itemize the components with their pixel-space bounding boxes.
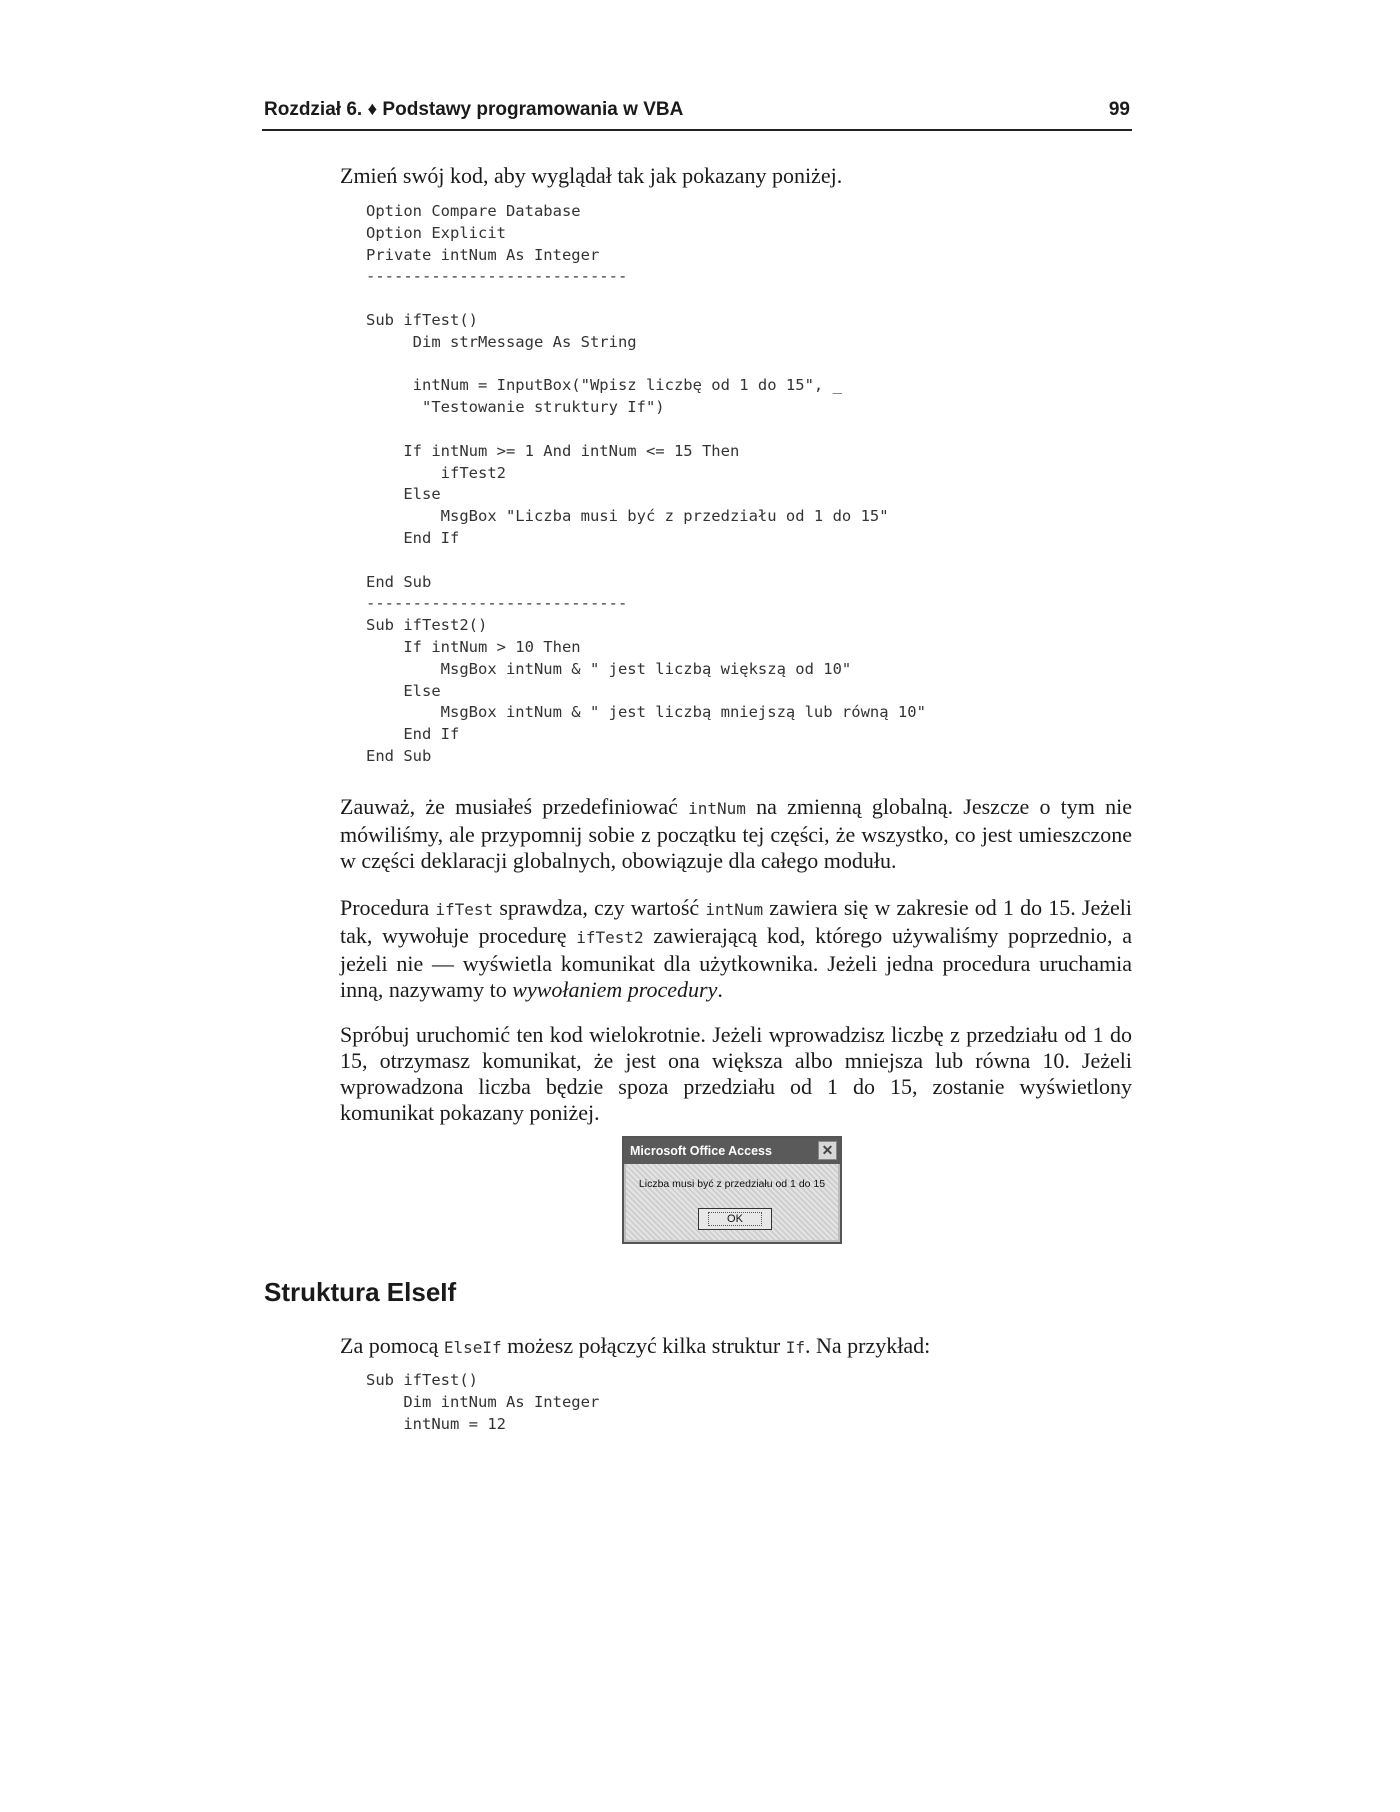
dialog-titlebar bbox=[624, 1138, 840, 1164]
para1-code: intNum bbox=[688, 799, 746, 818]
para4-text-c: . Na przykład: bbox=[805, 1333, 931, 1358]
para1-text-b: na zmienną globalną. Jeszcze o tym nie mówiliśmy, ale przypomnij sobie z początku tej części, że wszystko, co jest umieszczone w części deklaracji globalnych, obowiązuje dla całego modułu. bbox=[340, 794, 1132, 873]
para2-text-b: sprawdza, czy wartość bbox=[493, 895, 706, 920]
paragraph-elseif bbox=[340, 1333, 1132, 1361]
paragraph-run-code bbox=[340, 1022, 1132, 1126]
page-header bbox=[262, 99, 1132, 131]
ok-button-label: OK bbox=[708, 1212, 762, 1226]
dialog-title: Microsoft Office Access bbox=[630, 1144, 772, 1158]
para2-code-iftest2: ifTest2 bbox=[576, 928, 644, 947]
para4-text-b: możesz połączyć kilka struktur bbox=[501, 1333, 786, 1358]
dialog-body bbox=[626, 1164, 838, 1240]
section-title: Struktura ElseIf bbox=[264, 1277, 457, 1307]
ok-button[interactable] bbox=[698, 1208, 772, 1230]
code-listing-2: Sub ifTest() Dim intNum As Integer intNum = 12 bbox=[366, 1371, 600, 1433]
para4-code-elseif: ElseIf bbox=[443, 1338, 502, 1357]
paragraph-global-variable bbox=[340, 794, 1132, 874]
para2-code-iftest: ifTest bbox=[435, 900, 494, 919]
intro-text: Zmień swój kod, aby wyglądał tak jak pokazany poniżej. bbox=[340, 163, 843, 188]
para2-text-d: zawierającą kod, którego używaliśmy poprzednio, a jeżeli nie — wyświetla komunikat dla użytkownika. Jeżeli jedna procedura uruchamia inną, nazywamy to bbox=[340, 923, 1132, 1002]
para2-text-e: . bbox=[717, 977, 723, 1002]
para2-text-c: zawiera się w zakresie od 1 do 15. Jeżeli tak, wywołuje procedurę bbox=[340, 895, 1132, 948]
dialog-message: Liczba musi być z przedziału od 1 do 15 bbox=[638, 1178, 826, 1190]
para4-text-a: Za pomocą bbox=[340, 1333, 444, 1358]
para1-text-a: Zauważ, że musiałeś przedefiniować bbox=[340, 794, 689, 819]
para2-code-intnum: intNum bbox=[705, 900, 764, 919]
para4-code-if: If bbox=[785, 1338, 805, 1357]
intro-paragraph bbox=[340, 163, 1132, 189]
page-number: 99 bbox=[1108, 99, 1130, 120]
close-icon[interactable]: ✕ bbox=[818, 1141, 837, 1160]
running-head: Rozdział 6. ♦ Podstawy programowania w VBA bbox=[264, 99, 684, 120]
para2-text-a: Procedura bbox=[340, 895, 436, 920]
para2-emphasis: wywołaniem procedury bbox=[512, 977, 718, 1002]
para3-text: Spróbuj uruchomić ten kod wielokrotnie. Jeżeli wprowadzisz liczbę z przedziału od 1 do 15, otrzymasz komunikat, że jest ona większa albo mniejsza lub równa 10. Jeżeli wprowadzona liczba będzie spoza przedziału od 1 do 15, zostanie wyświetlony komunikat pokazany poniżej. bbox=[340, 1022, 1132, 1125]
paragraph-procedure-call bbox=[340, 895, 1132, 1003]
code-listing-1: Option Compare Database Option Explicit Private intNum As Integer ---------------------------- Sub ifTest() Dim strMessage As String intNum = InputBox("Wpisz liczbę od 1 do 15", _ "Testowanie struktury If") If intNum >= 1 And intNum <= 15 Then ifTest2 Else MsgBox "Liczba musi być z przedziału od 1 do 15" End If End Sub ---------------------------- Sub ifTest2() If intNum > 10 Then MsgBox intNum & " jest liczbą większą od 10" Else MsgBox intNum & " jest liczbą mniejszą lub równą 10" End If End Sub bbox=[366, 202, 926, 765]
msgbox-dialog-screenshot bbox=[622, 1136, 842, 1244]
